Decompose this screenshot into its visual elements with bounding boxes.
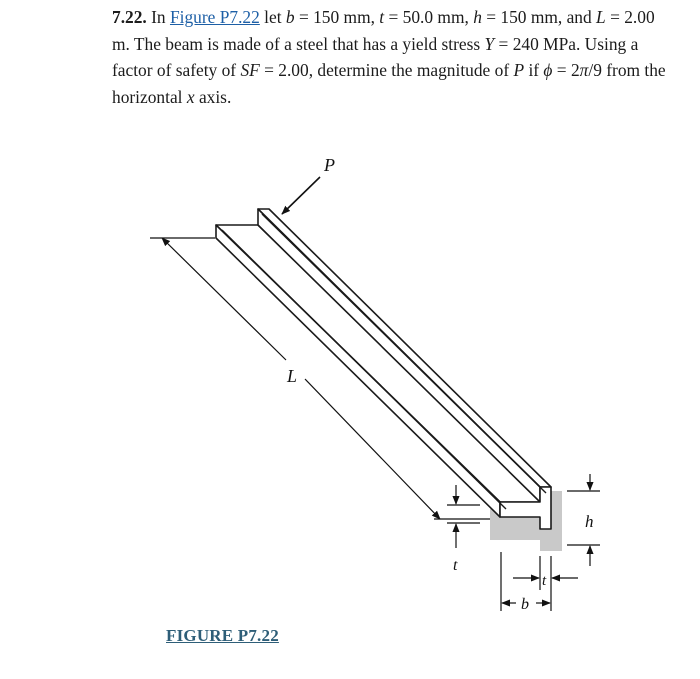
label-p: P: [324, 155, 335, 175]
symbol-SF: SF: [240, 60, 260, 81]
label-t-flange: t: [453, 557, 458, 574]
load-p-arrow: [282, 177, 320, 214]
figure-caption[interactable]: FIGURE P7.22: [166, 626, 279, 645]
text-s5: = 2.00 m. The beam is made of a steel that has a yield stress: [112, 7, 655, 54]
symbol-Y: Y: [484, 33, 495, 54]
symbol-L: L: [596, 7, 606, 27]
beam-3d: [216, 209, 551, 529]
label-t-web: t: [542, 573, 547, 589]
label-h: h: [585, 512, 594, 531]
problem-number: 7.22.: [112, 7, 147, 27]
symbol-h: h: [473, 7, 482, 27]
text-s2: = 150 mm,: [294, 7, 380, 27]
label-l: L: [287, 366, 298, 386]
symbol-P: P: [513, 60, 525, 81]
text-s10: /9 from the horizontal: [112, 60, 666, 107]
text-s9: = 2: [552, 60, 580, 81]
symbol-phi: ϕ: [543, 60, 553, 81]
symbol-t: t: [379, 7, 385, 27]
dimension-t-web-and-b: [501, 552, 578, 611]
text-s11: axis.: [194, 86, 232, 107]
text-s1: let: [259, 7, 286, 27]
dimension-t-flange: [447, 485, 480, 548]
figure-link[interactable]: Figure P7.22: [169, 7, 260, 27]
text-s3: = 50.0 mm,: [384, 7, 474, 27]
text-s4: = 150 mm, and: [481, 7, 597, 27]
text-lead: In: [146, 7, 170, 27]
text-s7: = 2.00, determine the magnitude of: [259, 60, 514, 81]
label-b: b: [521, 596, 529, 613]
symbol-pi: π: [579, 60, 589, 81]
text-s8: if: [524, 60, 544, 81]
symbol-x: x: [186, 86, 195, 107]
text-s6: = 240 MPa. Using a factor of safety of: [112, 33, 639, 81]
dimension-h: [567, 474, 600, 566]
symbol-b: b: [285, 7, 295, 27]
